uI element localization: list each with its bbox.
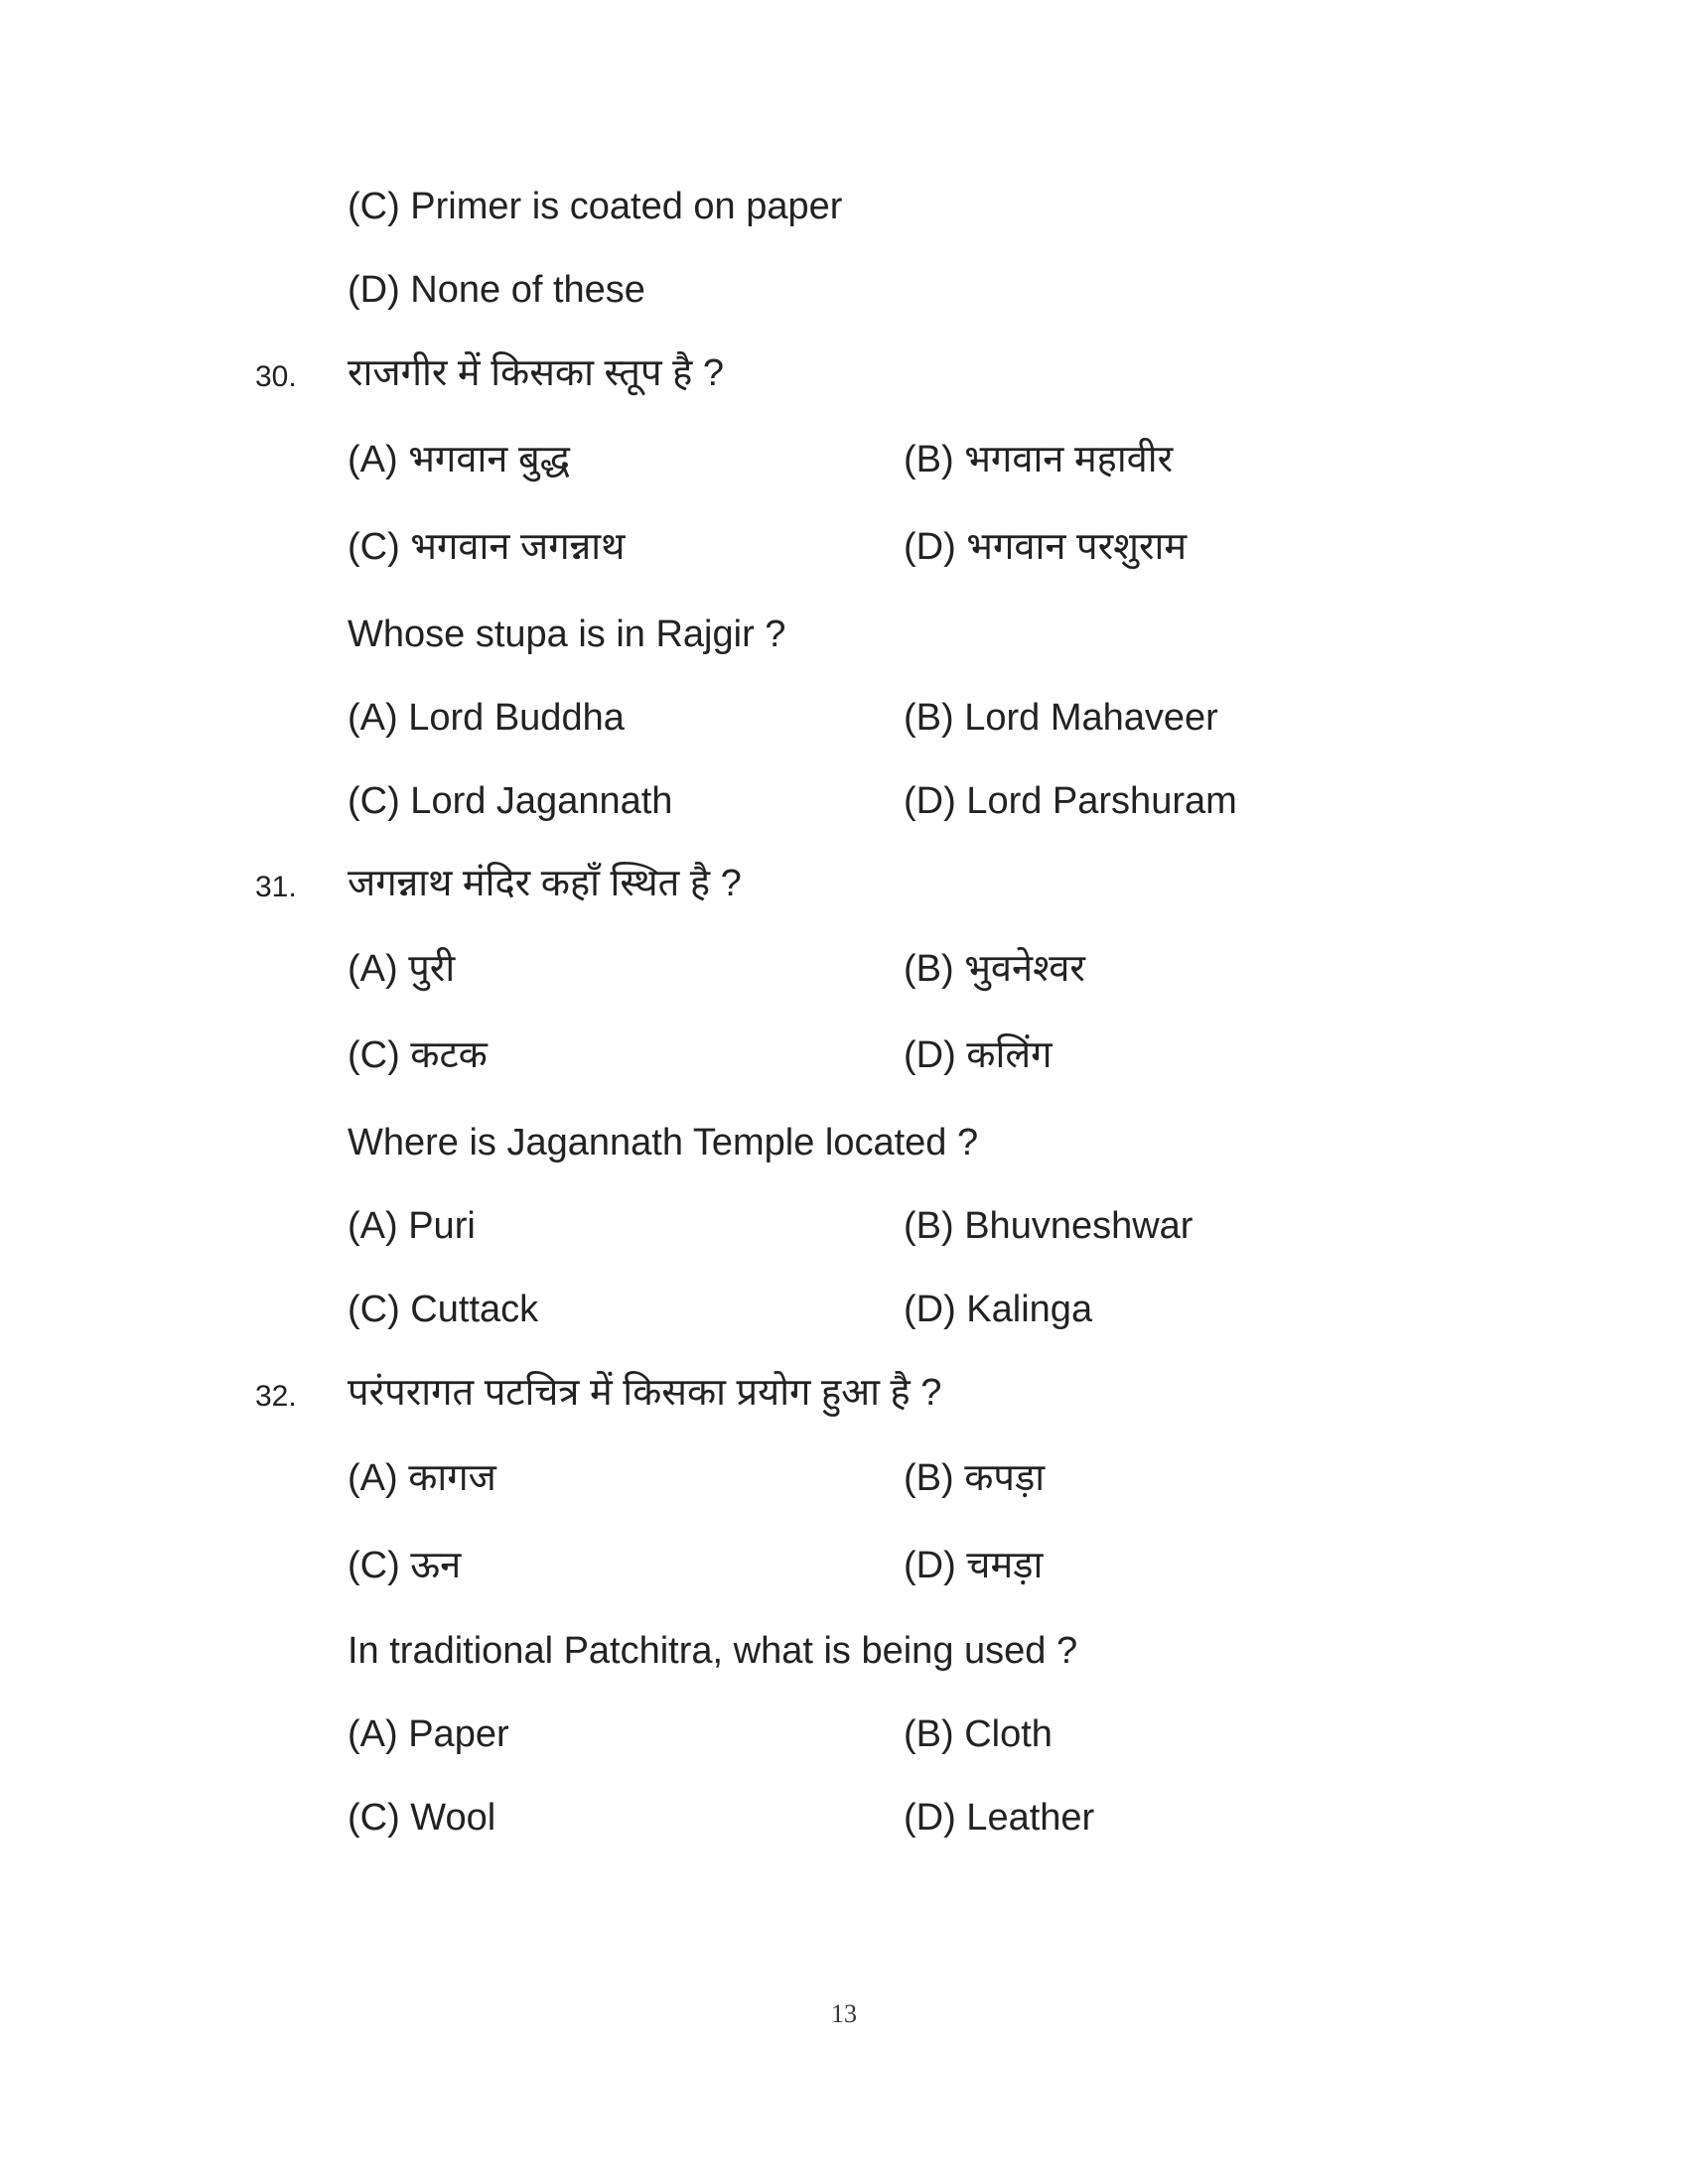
option-c-hindi: (C) ऊन [348,1545,462,1586]
option-a-english: (A) Puri [348,1205,476,1247]
question-text-english: In traditional Patchitra, what is being used ? [348,1630,1078,1672]
question-text-hindi: राजगीर में किसका स्तूप है ? [348,352,724,394]
question-number: 30. [255,360,297,393]
option-d-hindi: (D) चमड़ा [904,1545,1044,1586]
option-b-hindi: (B) भुवनेश्वर [904,948,1085,990]
option-a-hindi: (A) पुरी [348,948,456,990]
option-b-hindi: (B) भगवान महावीर [904,439,1174,480]
option-b-english: (B) Bhuvneshwar [904,1205,1194,1247]
option-d-hindi: (D) भगवान परशुराम [904,526,1188,568]
option-c-hindi: (C) भगवान जगन्नाथ [348,526,626,568]
option-a-english: (A) Paper [348,1713,509,1755]
question-number: 31. [255,871,297,903]
option-d-english: (D) Leather [904,1797,1095,1839]
page-number: 13 [831,1999,857,2028]
question-number: 32. [255,1380,297,1413]
option-c-english: (C) Cuttack [348,1289,539,1330]
option-d-hindi: (D) कलिंग [904,1034,1053,1076]
question-text-english: Whose stupa is in Rajgir ? [348,614,786,655]
option-c-english: (C) Wool [348,1797,496,1839]
question-text-hindi: परंपरागत पटचित्र में किसका प्रयोग हुआ है ? [348,1372,942,1414]
option-d-english: (D) Kalinga [904,1289,1093,1330]
carryover-option-d: (D) None of these [348,269,645,311]
option-d-english: (D) Lord Parshuram [904,780,1237,822]
option-a-hindi: (A) कागज [348,1457,496,1499]
option-a-english: (A) Lord Buddha [348,697,625,739]
option-b-english: (B) Cloth [904,1713,1053,1755]
carryover-option-c: (C) Primer is coated on paper [348,186,843,227]
option-c-hindi: (C) कटक [348,1034,488,1076]
question-text-english: Where is Jagannath Temple located ? [348,1122,979,1163]
option-c-english: (C) Lord Jagannath [348,780,673,822]
option-b-english: (B) Lord Mahaveer [904,697,1218,739]
option-b-hindi: (B) कपड़ा [904,1457,1046,1499]
question-text-hindi: जगन्नाथ मंदिर कहाँ स्थित है ? [348,863,742,904]
option-a-hindi: (A) भगवान बुद्ध [348,439,570,480]
